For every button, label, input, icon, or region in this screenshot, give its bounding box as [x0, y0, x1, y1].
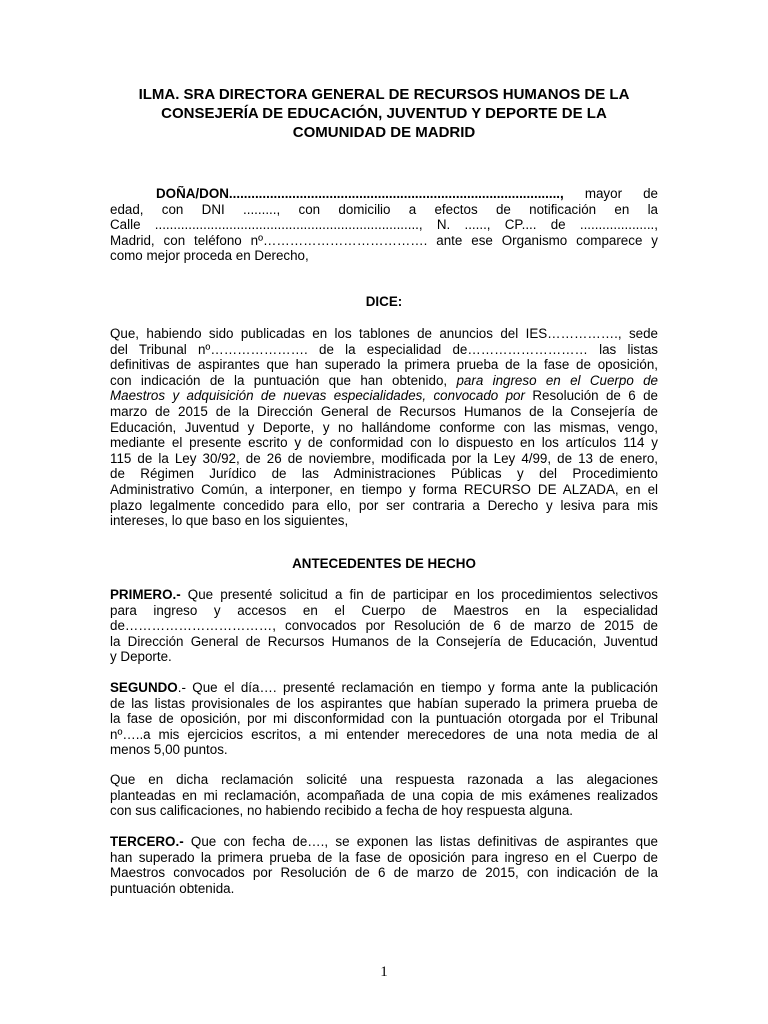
primero-line: Que presenté solicitud a fin de participar en los procedimientos selectivos [180, 587, 658, 602]
title-line: CONSEJERÍA DE EDUCACIÓN, JUVENTUD Y DEPORTE DE LA [161, 105, 607, 122]
dice-heading: DICE: [365, 294, 403, 309]
segundo-b-line: Que en dicha reclamación solicité una respuesta razonada a las alegaciones [110, 772, 658, 787]
primero-line: para ingreso y accesos en el Cuerpo de Maestros en la especialidad [110, 602, 658, 618]
intro-line: edad, con DNI ........., con domicilio a efectos de notificación en la [110, 201, 658, 217]
dice-line: plazo legalmente concedido para ello, por ser contraria a Derecho y lesiva para mis [110, 497, 658, 513]
tercero-line: han superado la primera prueba de la fase de oposición para ingreso en el Cuerpo de [110, 849, 658, 865]
segundo-paragraph [110, 680, 658, 758]
intro-line: como mejor proceda en Derecho, [110, 248, 309, 264]
dice-line: 115 de la Ley 30/92, de 26 de noviembre, modificada por la Ley 4/99, de 13 de enero, [110, 450, 658, 466]
dice-line: Educación, Juventud y Deporte, y no hallándome conforme con las mismas, vengo, [110, 419, 658, 435]
primero-line: y Deporte. [110, 649, 172, 665]
dice-line: marzo de 2015 de la Dirección General de Recursos Humanos de la Consejería de [110, 403, 658, 419]
tercero-line: Maestros convocados por Resolución de 6 de marzo de 2015, con indicación de la [110, 865, 658, 881]
segundo-label: SEGUNDO [110, 680, 178, 695]
segundo-b-line: planteadas en mi reclamación, acompañada de una copia de mis exámenes realizados [110, 787, 658, 803]
segundo-line: .- Que el día…. presenté reclamación en tiempo y forma ante la publicación [177, 680, 658, 695]
intro-line: Madrid, con teléfono nº………………………………. ante ese Organismo comparece y [110, 232, 658, 248]
dice-italic: para ingreso en el Cuerpo de [456, 372, 658, 388]
dice-italic: Maestros y adquisición de nuevas especialidades, convocado por [110, 388, 525, 404]
dice-line: de Régimen Jurídico de las Administraciones Públicas y del Procedimiento [110, 466, 658, 482]
document-title [110, 85, 658, 142]
segundo-line: la fase de oposición, por mi disconformidad con la puntuación otorgada por el Tribunal [110, 711, 658, 727]
segundo-continuation-paragraph [110, 772, 658, 819]
page-number: 1 [380, 964, 388, 980]
primero-label: PRIMERO.- [110, 587, 181, 602]
primero-line: de……………………………, convocados por Resolución de 6 de marzo de 2015 de [110, 618, 658, 634]
applicant-name-field: DOÑA/DON........................................................................................., [156, 186, 564, 201]
dice-line: Que, habiendo sido publicadas en los tablones de anuncios del IES……………., sede [110, 326, 658, 341]
dice-paragraph [110, 326, 658, 529]
title-line: ILMA. SRA DIRECTORA GENERAL DE RECURSOS HUMANOS DE LA [138, 86, 630, 103]
tercero-label: TERCERO.- [110, 834, 184, 849]
dice-line: Administrativo Común, a interponer, en tiempo y forma RECURSO DE ALZADA, en el [110, 481, 658, 497]
dice-line: definitivas de aspirantes que han superado la primera prueba de la fase de oposición, [110, 357, 658, 373]
dice-line: mediante el presente escrito y de conformidad con lo dispuesto en los artículos 114 y [110, 435, 658, 451]
intro-text: mayor de [584, 186, 658, 201]
primero-paragraph [110, 587, 658, 665]
tercero-line: puntuación obtenida. [110, 880, 235, 896]
dice-line: intereses, lo que baso en los siguientes, [110, 513, 349, 529]
dice-line: Resolución de 6 de [524, 388, 658, 404]
intro-paragraph [110, 186, 658, 264]
primero-line: la Dirección General de Recursos Humanos de la Consejería de Educación, Juventud [110, 633, 658, 649]
tercero-paragraph [110, 834, 658, 896]
dice-line: del Tribunal nº…………………. de la especialidad de……………………… las listas [110, 341, 658, 357]
segundo-b-line: con sus calificaciones, no habiendo recibido a fecha de hoy respuesta alguna. [110, 803, 574, 819]
tercero-line: Que con fecha de…., se exponen las listas definitivas de aspirantes que [183, 834, 658, 849]
segundo-line: de las listas provisionales de los aspirantes que habían superado la primera prueba de [110, 695, 658, 711]
intro-line: Calle ......................................................................., N. ......, CP.... de ...................., [110, 217, 658, 233]
title-line: COMUNIDAD DE MADRID [292, 124, 476, 141]
antecedentes-heading: ANTECEDENTES DE HECHO [292, 556, 476, 571]
segundo-line: nº…..a mis ejercicios escritos, a mi entender merecedores de una nota media de al [110, 726, 658, 742]
dice-line: con indicación de la puntuación que han obtenido, [110, 372, 457, 388]
segundo-line: menos 5,00 puntos. [110, 742, 228, 758]
